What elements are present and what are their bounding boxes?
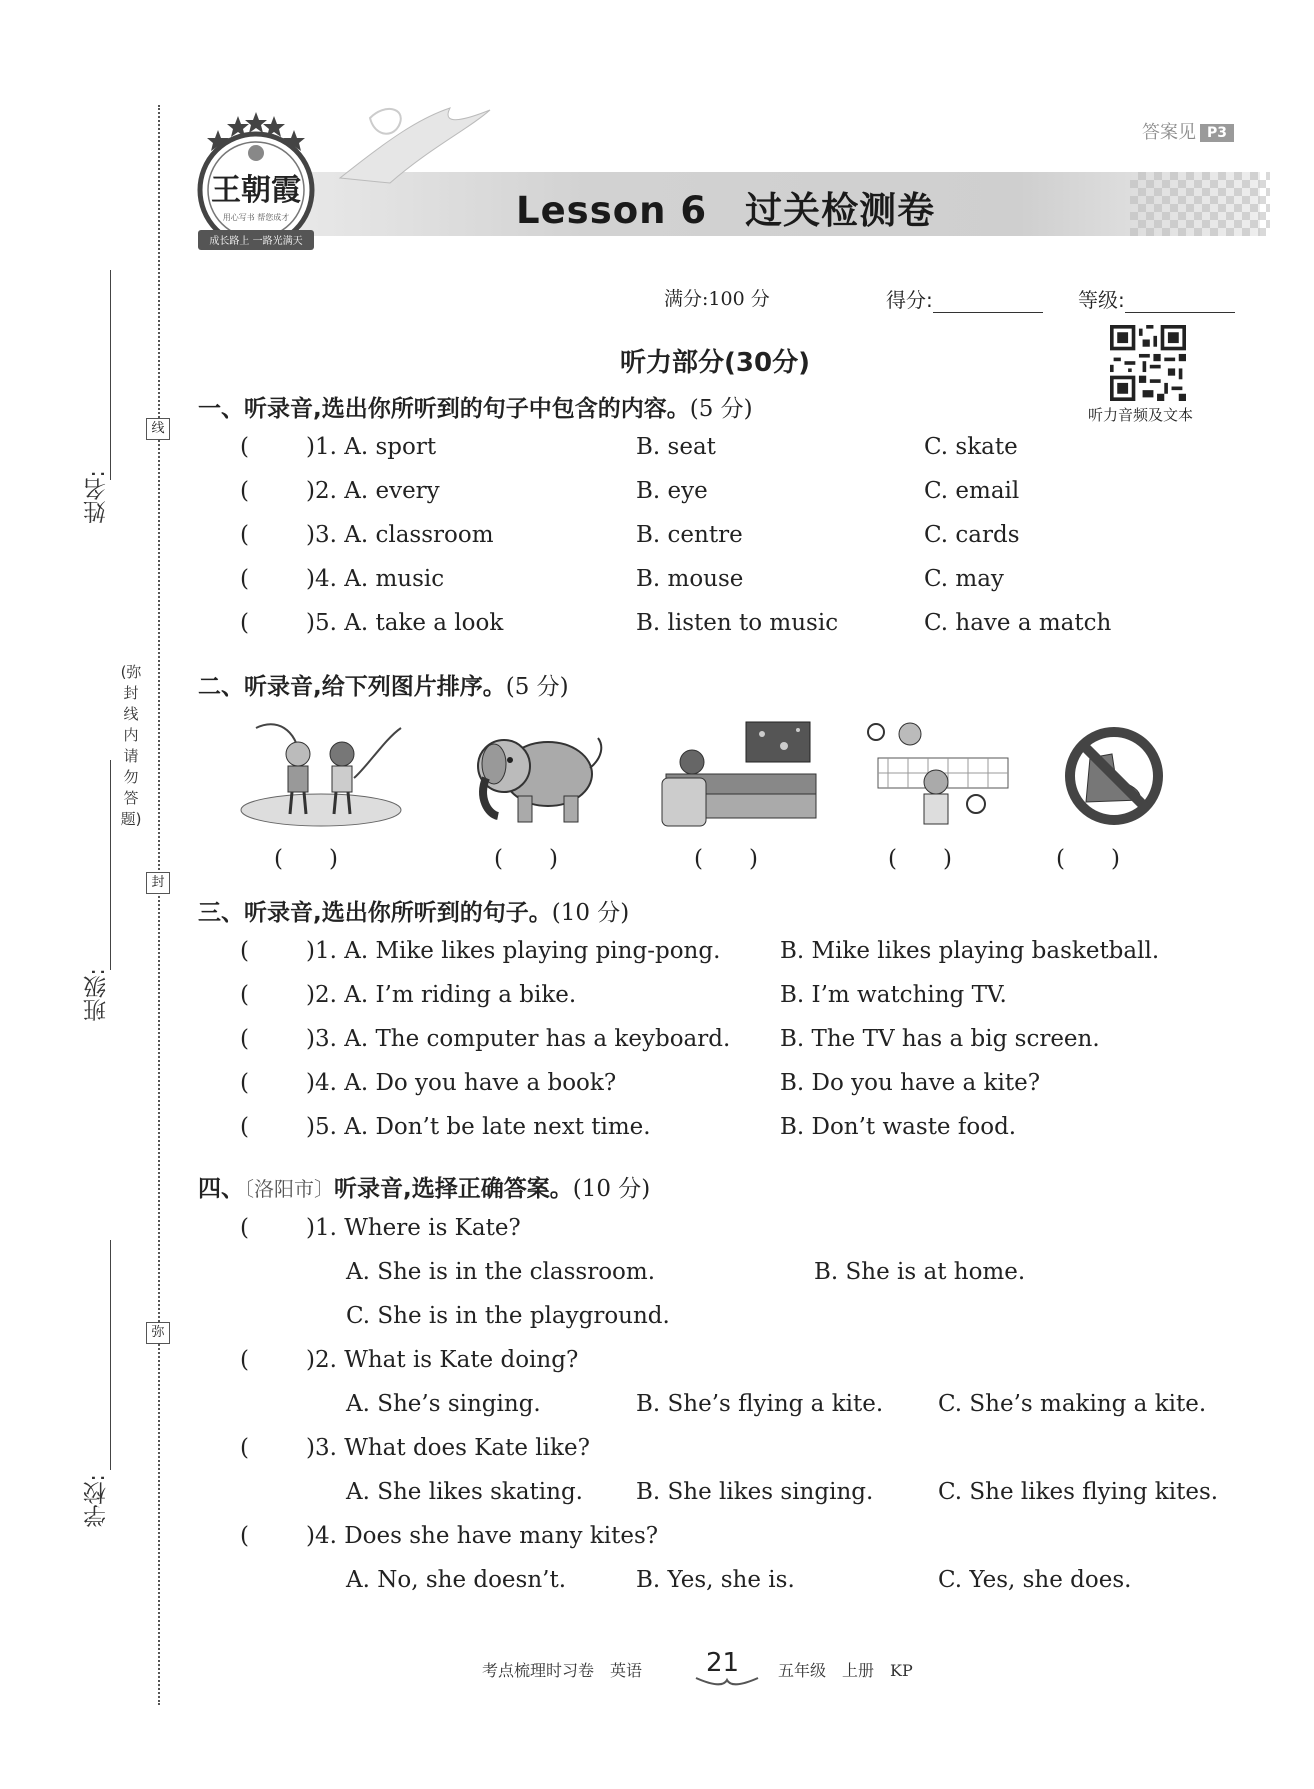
s4-q3-a: A. She likes skating. — [346, 1479, 583, 1505]
s1-item-3-b: B. centre — [636, 522, 743, 548]
s1-item-2-c: C. email — [924, 478, 1020, 504]
picture-answer-paren[interactable]: ( ) — [1056, 846, 1120, 872]
answer-paren[interactable]: ( — [240, 938, 249, 964]
footer-left: 考点梳理时习卷 英语 — [482, 1661, 643, 1680]
answer-paren[interactable]: ( — [240, 566, 249, 592]
s1-item-4-b: B. mouse — [636, 566, 744, 592]
s4-q4-a: A. No, she doesn’t. — [346, 1567, 567, 1593]
s3-item-4-a: )4. A. Do you have a book? — [306, 1070, 617, 1096]
answer-paren[interactable]: ( — [240, 1114, 249, 1140]
s4-q1-b: B. She is at home. — [814, 1259, 1026, 1285]
s4-q1-a: A. She is in the classroom. — [346, 1259, 656, 1285]
s4-q1: )1. Where is Kate? — [306, 1215, 521, 1241]
score-field — [886, 284, 1043, 313]
s3-item-5-b: B. Don’t waste food. — [780, 1114, 1017, 1140]
picture-answer-paren[interactable]: ( ) — [888, 846, 952, 872]
answer-paren[interactable]: ( — [240, 522, 249, 548]
s1-item-1-c: C. skate — [924, 434, 1018, 460]
fishing-kids-picture — [236, 718, 406, 830]
s4-q2-a: A. She’s singing. — [346, 1391, 541, 1417]
s1-item-1-b: B. seat — [636, 434, 716, 460]
tennis-kids-picture — [858, 718, 1028, 830]
class-label: 班级: — [84, 968, 110, 1022]
s4-q2-b: B. She’s flying a kite. — [636, 1391, 884, 1417]
answer-paren[interactable]: ( — [240, 1347, 249, 1373]
s1-item-5-b: B. listen to music — [636, 610, 839, 636]
s3-item-3-a: )3. A. The computer has a keyboard. — [306, 1026, 731, 1052]
section4-prefix: 四、 — [198, 1176, 244, 1202]
name-blank[interactable] — [110, 270, 111, 480]
answer-paren[interactable]: ( — [240, 434, 249, 460]
section3-title: 三、听录音,选出你所听到的句子。 — [198, 900, 552, 926]
page-title: Lesson 6 过关检测卷 — [516, 189, 936, 232]
answer-paren[interactable]: ( — [240, 982, 249, 1008]
footer-right: 五年级 上册 KP — [778, 1661, 913, 1680]
full-score: 满分:100 分 — [664, 288, 770, 310]
grade-field — [1078, 284, 1235, 313]
s4-q3: )3. What does Kate like? — [306, 1435, 590, 1461]
s3-item-2-b: B. I’m watching TV. — [780, 982, 1007, 1008]
publisher-logo — [188, 108, 324, 258]
s3-item-5-a: )5. A. Don’t be late next time. — [306, 1114, 651, 1140]
section3-points: (10 分) — [551, 900, 630, 926]
s3-item-2-a: )2. A. I’m riding a bike. — [306, 982, 577, 1008]
s3-item-4-b: B. Do you have a kite? — [780, 1070, 1041, 1096]
s3-item-1-a: )1. A. Mike likes playing ping-pong. — [306, 938, 721, 964]
s1-item-4-a: )4. A. music — [306, 566, 445, 592]
grade-blank[interactable] — [1125, 292, 1235, 313]
picture-answer-paren[interactable]: ( ) — [494, 846, 558, 872]
qr-code-icon[interactable] — [1110, 325, 1186, 401]
school-blank[interactable] — [110, 1240, 111, 1470]
picture-answer-paren[interactable]: ( ) — [694, 846, 758, 872]
listening-part-title: 听力部分(30分) — [620, 348, 810, 378]
answer-reference — [1142, 118, 1234, 144]
no-shoes-sign-picture — [1020, 718, 1190, 830]
s1-item-2-b: B. eye — [636, 478, 708, 504]
s1-item-3-c: C. cards — [924, 522, 1020, 548]
binding-dotted-line — [158, 105, 160, 1705]
section1-title: 一、听录音,选出你所听到的句子中包含的内容。 — [198, 396, 690, 422]
s4-q4-b: B. Yes, she is. — [636, 1567, 795, 1593]
section1-heading — [198, 390, 753, 423]
logo-text: 王朝霞 — [211, 173, 301, 208]
answer-page-badge: P3 — [1200, 124, 1234, 142]
s3-item-1-b: B. Mike likes playing basketball. — [780, 938, 1160, 964]
section2-title: 二、听录音,给下列图片排序。 — [198, 674, 506, 700]
seal-mark-mi: 弥 — [146, 1322, 170, 1344]
cinema-picture — [656, 718, 826, 830]
answer-paren[interactable]: ( — [240, 1523, 249, 1549]
answer-paren[interactable]: ( — [240, 1215, 249, 1241]
section2-heading — [198, 668, 569, 701]
s4-q4: )4. Does she have many kites? — [306, 1523, 659, 1549]
answer-paren[interactable]: ( — [240, 610, 249, 636]
seal-mark-line: 线 — [146, 418, 170, 440]
answer-paren[interactable]: ( — [240, 1026, 249, 1052]
seal-mark-seal: 封 — [146, 872, 170, 894]
s1-item-1-a: )1. A. sport — [306, 434, 437, 460]
page-number: 21 — [706, 1648, 740, 1678]
answer-paren[interactable]: ( — [240, 1070, 249, 1096]
section1-points: (5 分) — [689, 396, 753, 422]
section2-points: (5 分) — [505, 674, 569, 700]
s1-item-3-a: )3. A. classroom — [306, 522, 494, 548]
section3-heading — [198, 894, 629, 927]
title-checker-decoration — [1130, 172, 1270, 236]
answer-paren[interactable]: ( — [240, 1435, 249, 1461]
school-label: 学校: — [84, 1474, 110, 1528]
score-label: 得分: — [886, 288, 933, 312]
grade-label: 等级: — [1078, 288, 1125, 312]
score-blank[interactable] — [933, 292, 1043, 313]
s4-q3-c: C. She likes flying kites. — [938, 1479, 1219, 1505]
answer-paren[interactable]: ( — [240, 478, 249, 504]
region-tag: 〔洛阳市〕 — [244, 1177, 334, 1201]
seal-notice: (弥封线内请勿答题) — [120, 663, 142, 828]
logo-subline: 用心写书 帮您成才 — [222, 213, 290, 222]
section4-points: (10 分) — [572, 1176, 651, 1202]
s3-item-3-b: B. The TV has a big screen. — [780, 1026, 1100, 1052]
section4-title: 听录音,选择正确答案。 — [334, 1176, 573, 1202]
s4-q2: )2. What is Kate doing? — [306, 1347, 579, 1373]
section4-heading — [198, 1170, 650, 1203]
s1-item-5-c: C. have a match — [924, 610, 1112, 636]
elephant-picture — [452, 718, 622, 830]
logo-banner: 成长路上 一路光满天 — [209, 236, 303, 247]
qr-caption: 听力音频及文本 — [1088, 406, 1194, 424]
picture-answer-paren[interactable]: ( ) — [274, 846, 338, 872]
s4-q3-b: B. She likes singing. — [636, 1479, 874, 1505]
s1-item-4-c: C. may — [924, 566, 1004, 592]
ribbon-decoration — [330, 98, 500, 188]
s4-q2-c: C. She’s making a kite. — [938, 1391, 1207, 1417]
s1-item-5-a: )5. A. take a look — [306, 610, 504, 636]
page-number-book-icon — [694, 1674, 760, 1688]
class-blank[interactable] — [110, 760, 111, 970]
s1-item-2-a: )2. A. every — [306, 478, 440, 504]
answer-ref-label: 答案见 — [1142, 122, 1196, 143]
s4-q4-c: C. Yes, she does. — [938, 1567, 1132, 1593]
name-label: 姓名: — [84, 470, 110, 524]
s4-q1-c: C. She is in the playground. — [346, 1303, 670, 1329]
